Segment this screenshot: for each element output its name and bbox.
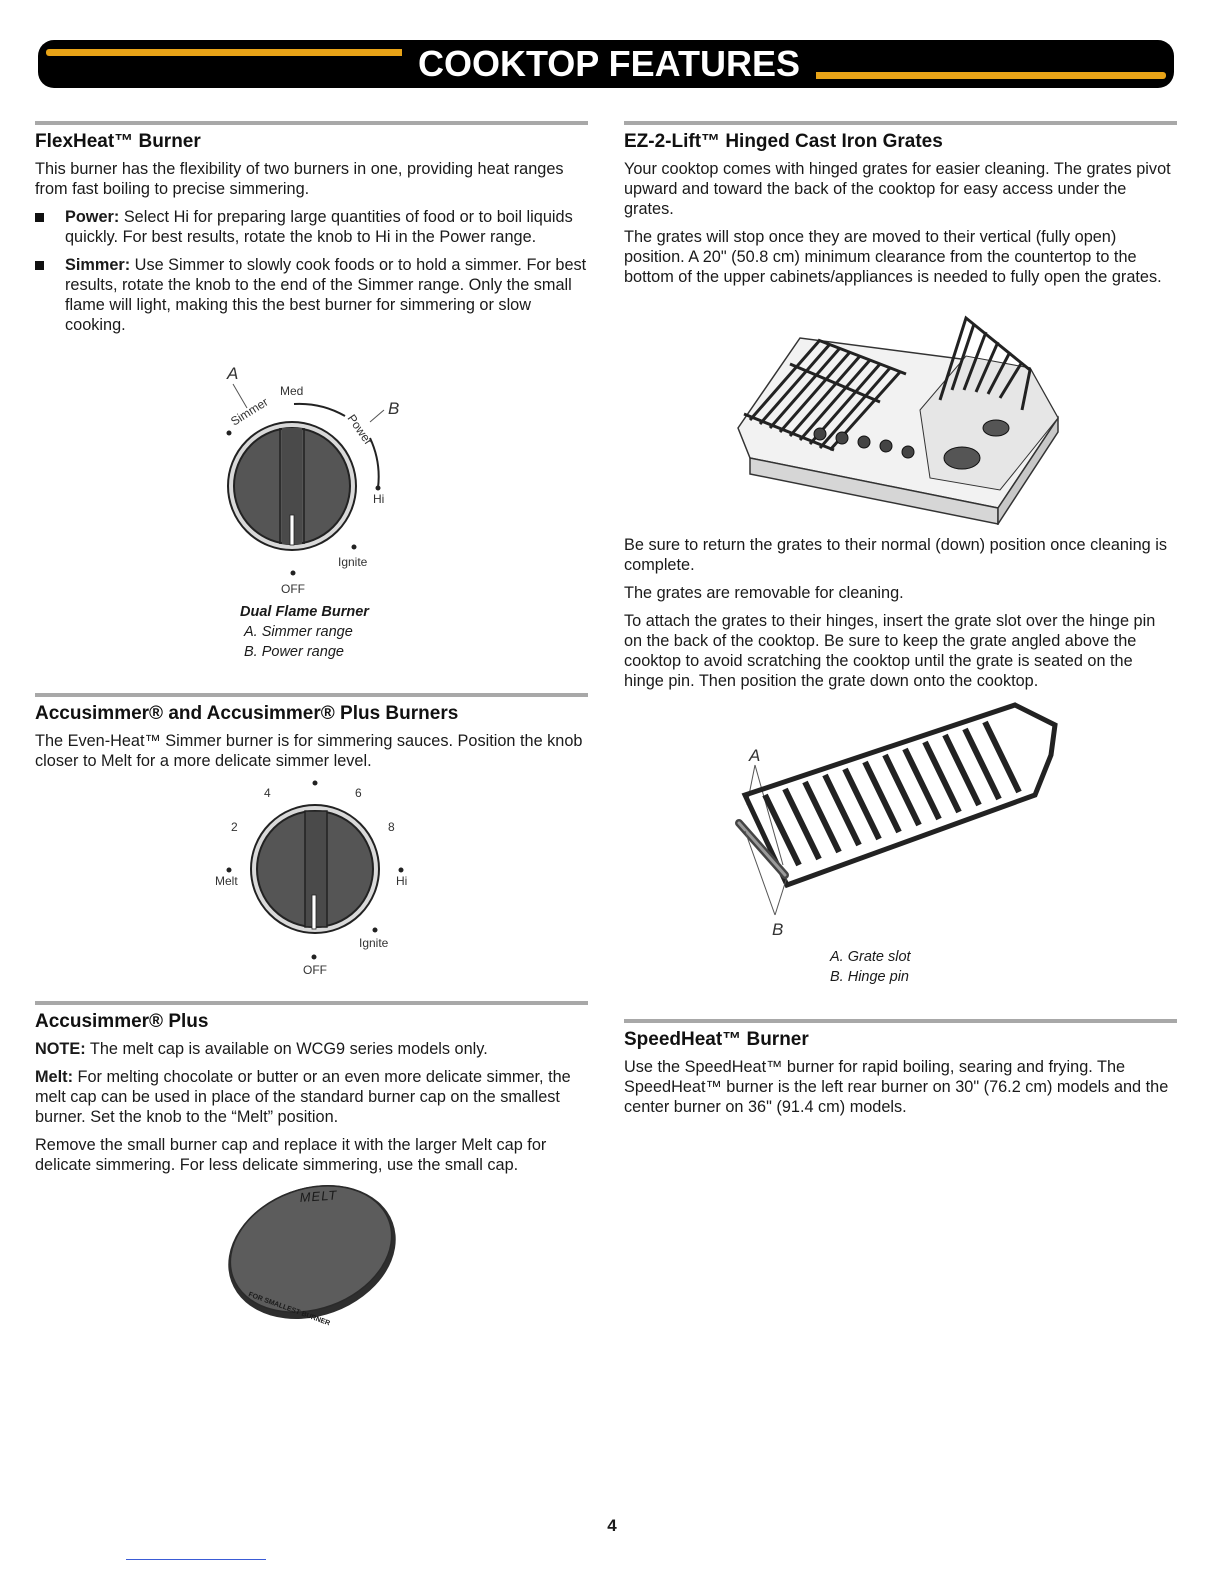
- power-bullet: [35, 207, 588, 247]
- simmer-label-knob: Simmer: [228, 394, 271, 429]
- front-burner: [944, 447, 980, 469]
- power-arc: [370, 438, 379, 488]
- grates-p5: To attach the grates to their hinges, insert the grate slot over the hinge pin on the back of the cooktop. Be sure to keep the grate angled above the cooktop to avoid scratching the cooktop until the grate is seated on the hinge pin. Then position the grate down onto the cooktop.: [624, 612, 1156, 690]
- bullet-square-icon: [35, 213, 44, 222]
- melt-label: Melt:: [35, 1068, 73, 1086]
- footer-link-underline: [126, 1559, 266, 1560]
- hi-dot: [399, 868, 404, 873]
- hi-dot: [376, 486, 381, 491]
- melt-dot: [227, 868, 232, 873]
- off-label: OFF: [303, 963, 327, 977]
- page-banner: [38, 40, 1174, 88]
- remove-paragraph: Remove the small burner cap and replace it with the larger Melt cap for delicate simmering. For less delicate simmering, use the small cap.: [35, 1136, 547, 1174]
- speedheat-section: [624, 1019, 1177, 1125]
- speedheat-heading: SpeedHeat™ Burner: [624, 1029, 809, 1050]
- ignite-dot: [352, 545, 357, 550]
- grates-heading: EZ-2-Lift™ Hinged Cast Iron Grates: [624, 131, 943, 152]
- knob-indicator: [312, 895, 316, 929]
- page-number: 4: [607, 1516, 617, 1535]
- power-text: Select Hi for preparing large quantities of food or to boil liquids quickly. For best results, rotate the knob to Hi in the Power range.: [65, 208, 573, 246]
- label-8: 8: [388, 820, 395, 834]
- off-dot: [312, 955, 317, 960]
- caption-a: A. Simmer range: [244, 624, 353, 640]
- bullet-square-icon: [35, 261, 44, 270]
- power-label-knob: Power: [344, 411, 376, 448]
- hi-label: Hi: [396, 874, 408, 888]
- label-4: 4: [264, 786, 271, 800]
- note-label: NOTE:: [35, 1040, 86, 1058]
- melt-cap-top-text: MELT: [299, 1187, 338, 1205]
- section-rule: [35, 693, 588, 697]
- rear-burner: [983, 420, 1009, 436]
- caption-a: A. Grate slot: [830, 949, 911, 965]
- label-6: 6: [355, 786, 362, 800]
- cooktop-illustration: [730, 310, 1070, 525]
- accusimmer-knob-figure: [200, 775, 430, 985]
- simmer-arc: [294, 404, 345, 416]
- dual-flame-caption: [240, 602, 440, 662]
- simmer-text: Use Simmer to slowly cook foods or to hold a simmer. For best results, rotate the knob to the end of the Simmer range. Only the small flame will light, making this the best burner for simmering or slow cooking.: [65, 256, 587, 334]
- section-rule: [624, 121, 1177, 125]
- accusimmer-plus-section: [35, 1001, 588, 1183]
- simmer-bullet: [35, 255, 588, 335]
- flexheat-intro: This burner has the flexibility of two burners in one, providing heat ranges from fast boiling to precise simmering.: [35, 160, 564, 198]
- grates-p4: The grates are removable for cleaning.: [624, 584, 904, 602]
- melt-cap-figure: [220, 1178, 410, 1328]
- grates-section: [624, 121, 1177, 295]
- flexheat-heading: FlexHeat™ Burner: [35, 131, 201, 152]
- ignite-dot: [373, 928, 378, 933]
- note-paragraph: [35, 1039, 588, 1059]
- melt-cap-bottom-text: FOR SMALLEST BURNER: [247, 1291, 331, 1328]
- grate-caption: [830, 947, 1030, 987]
- label-2: 2: [231, 820, 238, 834]
- off-dot: [291, 571, 296, 576]
- melt-label: Melt: [215, 874, 238, 888]
- speedheat-text: Use the SpeedHeat™ burner for rapid boiling, searing and frying. The SpeedHeat™ burner is the left rear burner on 30" (76.2 cm) models and the center burner on 36" (91.4 cm) models.: [624, 1058, 1169, 1116]
- top-dot: [313, 781, 318, 786]
- grate-hinge-illustration: [725, 695, 1075, 945]
- hi-label: Hi: [373, 492, 385, 506]
- med-label: Med: [280, 384, 304, 398]
- page-title: COOKTOP FEATURES: [417, 43, 801, 84]
- caption-title: Dual Flame Burner: [240, 604, 369, 620]
- grates-continued: [624, 535, 1177, 699]
- banner-stripe-right: [816, 72, 1166, 79]
- dual-flame-knob-figure: [200, 360, 430, 600]
- grates-p2: The grates will stop once they are moved to their vertical (fully open) position. A 20" (50.8 cm) minimum clearance from the countertop to the bottom of the upper cabinets/appliances is needed to fully open the grates.: [624, 228, 1162, 286]
- letter-a: A: [227, 364, 239, 383]
- leader-a: [233, 384, 247, 408]
- caption-b: B. Power range: [244, 644, 344, 660]
- grates-p1: Your cooktop comes with hinged grates for easier cleaning. The grates pivot upward and toward the back of the cooktop for easy access under the grates.: [624, 160, 1171, 218]
- section-rule: [624, 1019, 1177, 1023]
- grates-p3: Be sure to return the grates to their normal (down) position once cleaning is complete.: [624, 536, 1167, 574]
- section-rule: [35, 121, 588, 125]
- off-label: OFF: [281, 582, 305, 596]
- section-rule: [35, 1001, 588, 1005]
- ignite-label: Ignite: [338, 555, 368, 569]
- letter-a: A: [749, 746, 761, 765]
- accusimmer-text: The Even-Heat™ Simmer burner is for simmering sauces. Position the knob closer to Melt for a more delicate simmer level.: [35, 732, 583, 770]
- accusimmer-section: [35, 693, 588, 779]
- knob-indicator: [290, 515, 294, 545]
- melt-paragraph: [35, 1067, 588, 1127]
- grate-body: [745, 705, 1055, 885]
- note-text: The melt cap is available on WCG9 series models only.: [85, 1040, 488, 1058]
- accusimmer-heading: Accusimmer® and Accusimmer® Plus Burners: [35, 703, 459, 724]
- simmer-dot: [227, 431, 232, 436]
- caption-b: B. Hinge pin: [830, 969, 909, 985]
- simmer-label: Simmer:: [65, 256, 131, 274]
- flexheat-section: [35, 121, 588, 343]
- leader-b2: [775, 877, 787, 915]
- leader-b: [370, 410, 384, 422]
- ignite-label: Ignite: [359, 936, 389, 950]
- letter-b: B: [388, 399, 400, 418]
- banner-stripe-left: [46, 49, 402, 56]
- melt-text: For melting chocolate or butter or an even more delicate simmer, the melt cap can be used in place of the standard burner cap on the smallest burner. Set the knob to the “Melt” position.: [35, 1068, 571, 1126]
- power-label: Power:: [65, 208, 120, 226]
- letter-b: B: [772, 920, 784, 939]
- accusimmer-plus-heading: Accusimmer® Plus: [35, 1011, 209, 1032]
